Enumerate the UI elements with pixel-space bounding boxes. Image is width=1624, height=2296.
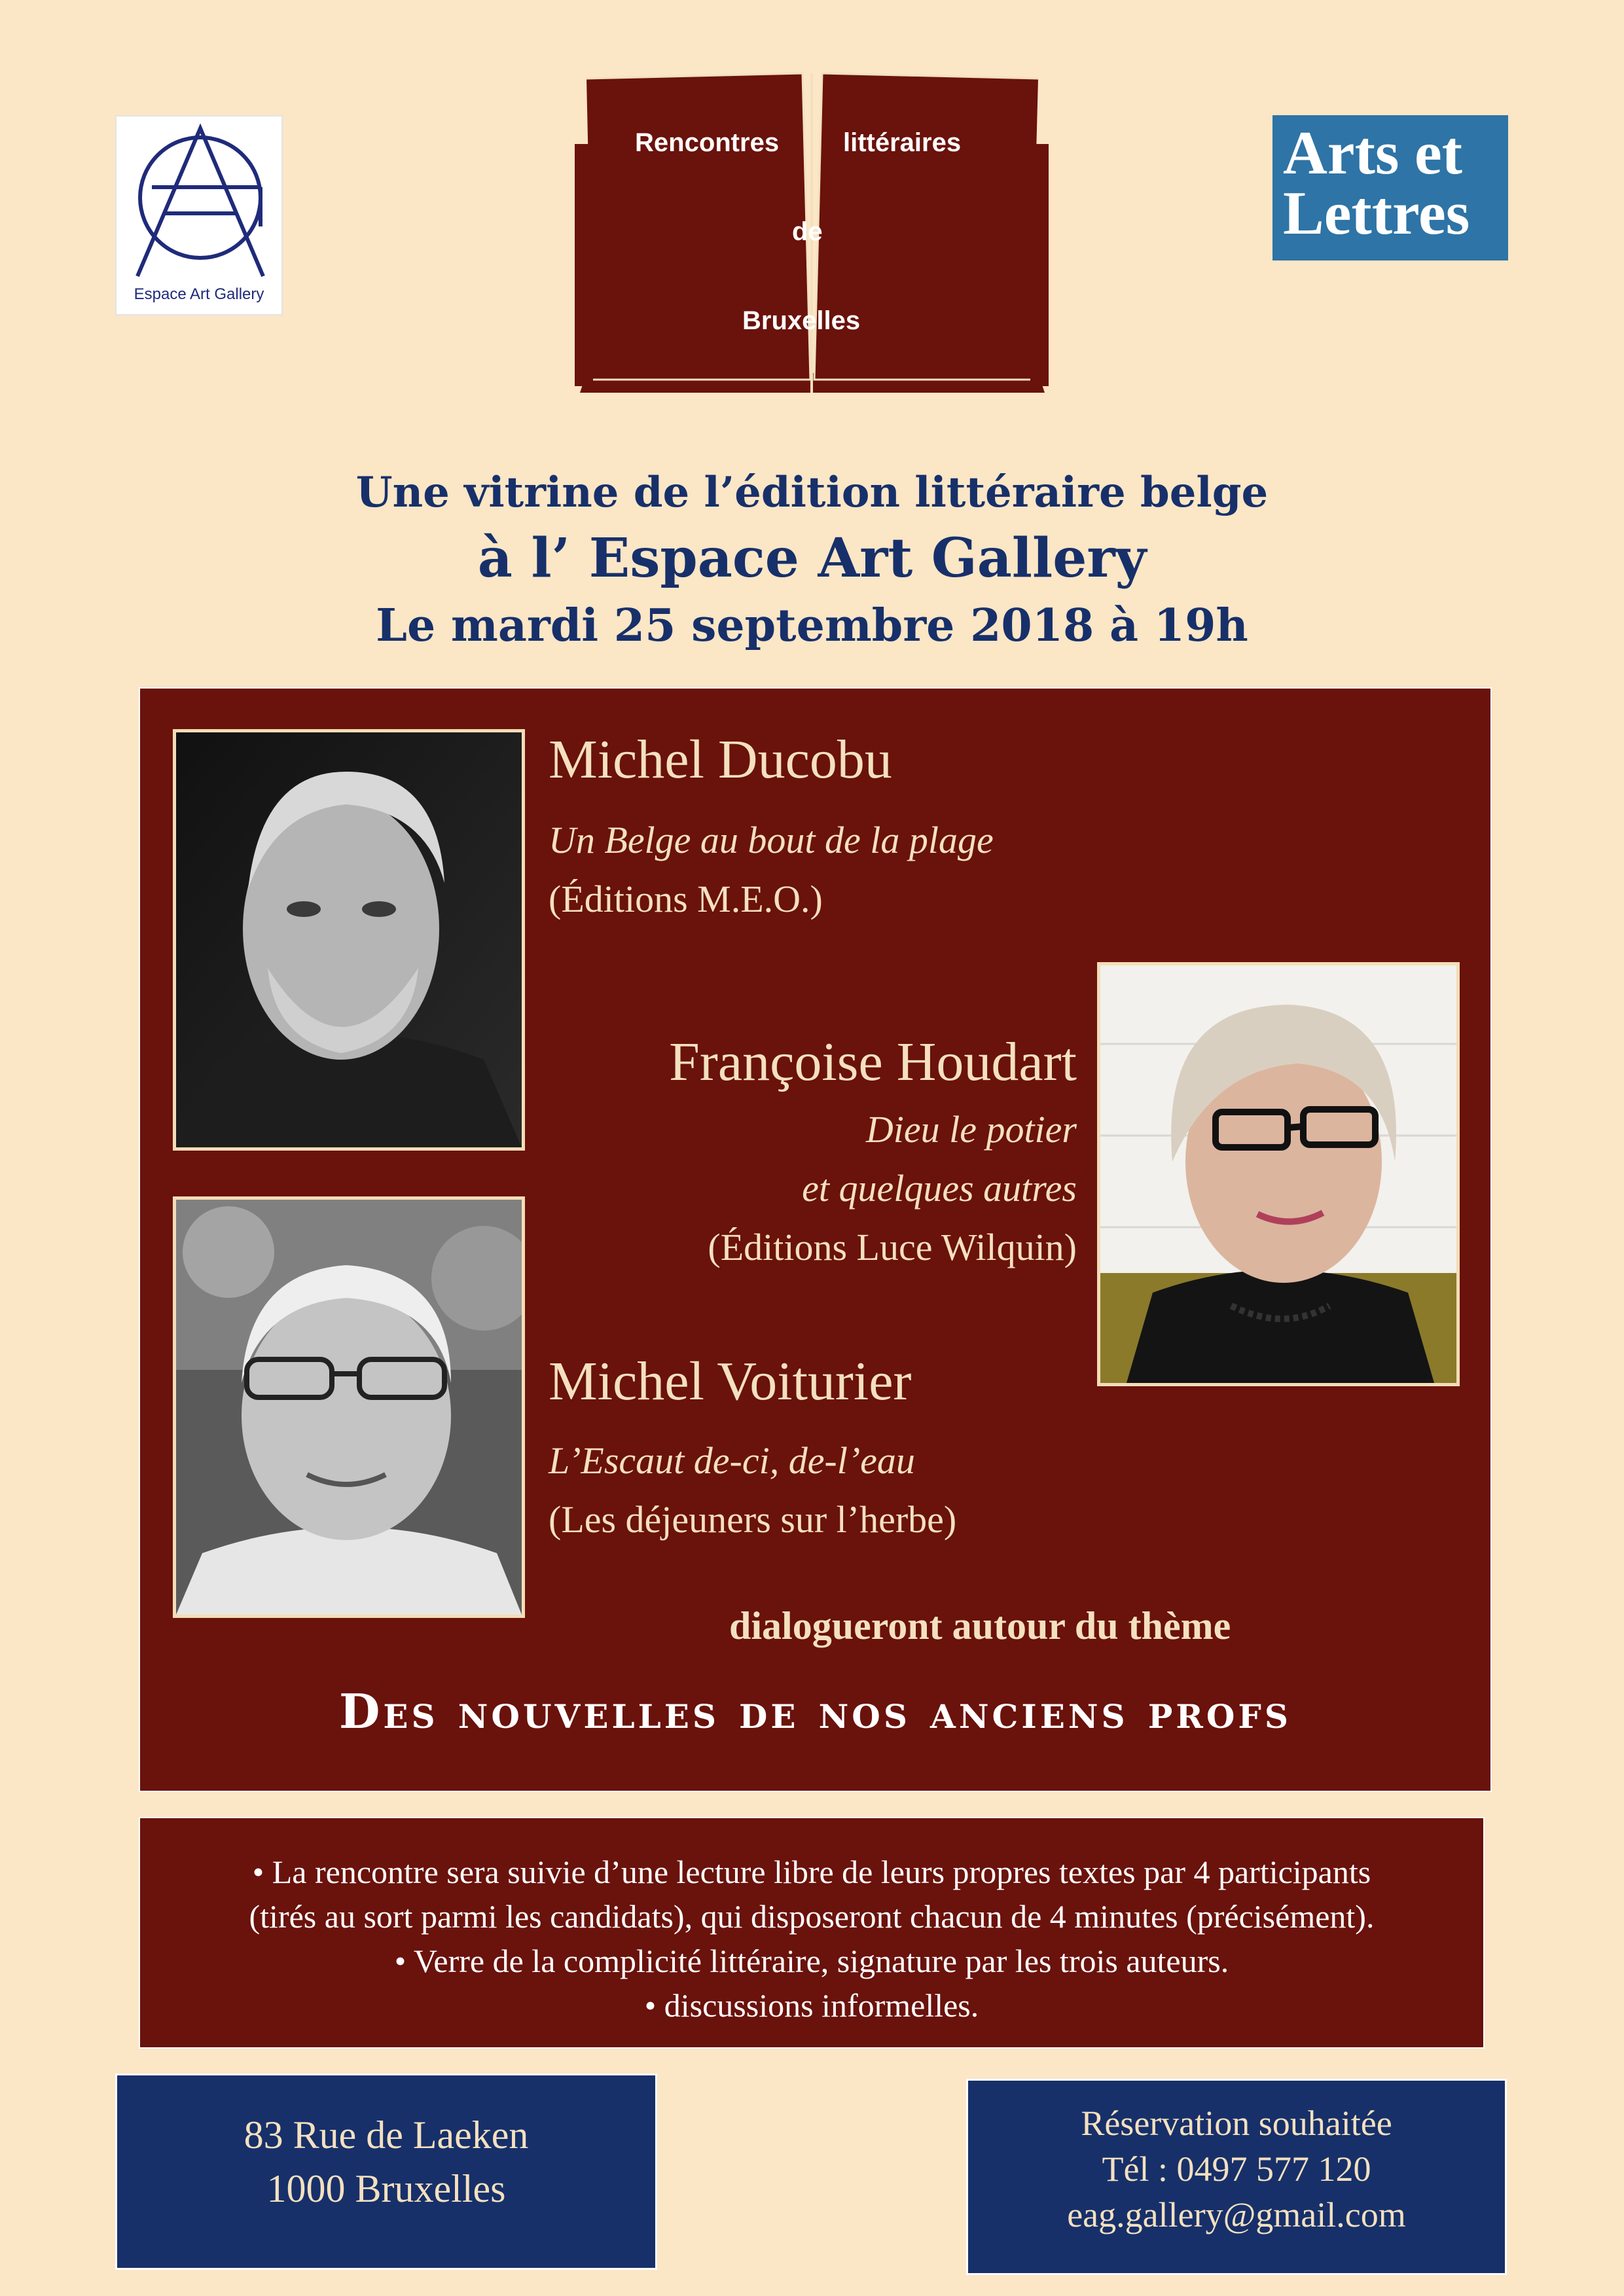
rencontres-book-logo <box>567 65 1058 406</box>
publisher-voiturier: (Les déjeuners sur l’herbe) <box>549 1498 957 1541</box>
program-info-panel <box>139 1817 1485 2049</box>
book-title-voiturier: L’Escaut de-ci, de-l’eau <box>549 1439 915 1482</box>
book-title-word-2: littéraires <box>843 128 962 157</box>
publisher-ducobu: (Éditions M.E.O.) <box>549 878 823 920</box>
espace-art-gallery-label: Espace Art Gallery <box>134 285 264 303</box>
espace-art-gallery-logo <box>115 115 283 315</box>
author-name-houdart: Françoise Houdart <box>669 1031 1077 1092</box>
book-title-word-4: Bruxelles <box>742 306 861 335</box>
book-title-word-3: de <box>792 217 823 246</box>
info-line-4: • discussions informelles. <box>644 1987 979 2024</box>
book-title-ducobu: Un Belge au bout de la plage <box>549 819 994 861</box>
book-title-word-1: Rencontres <box>635 128 780 157</box>
info-line-1: • La rencontre sera suivie d’une lecture libre de leurs propres textes par 4 participants <box>252 1854 1371 1890</box>
book-title-houdart-line-1: Dieu le potier <box>865 1108 1077 1151</box>
address-city: 1000 Bruxelles <box>266 2167 506 2210</box>
author-name-voiturier: Michel Voiturier <box>549 1351 912 1412</box>
eag-monogram-icon <box>126 122 275 279</box>
theme-title: Des nouvelles de nos anciens profs <box>338 1683 1292 1739</box>
info-line-2: (tirés au sort parmi les candidats), qui disposeront chacun de 4 minutes (précisément). <box>249 1898 1375 1935</box>
author-name-ducobu: Michel Ducobu <box>549 729 892 790</box>
reservation-phone[interactable]: Tél : 0497 577 120 <box>1102 2149 1371 2189</box>
reservation-box <box>966 2079 1507 2275</box>
info-line-3: • Verre de la complicité littéraire, signature par les trois auteurs. <box>394 1943 1229 1979</box>
reservation-label: Réservation souhaitée <box>1081 2104 1392 2143</box>
publisher-houdart: (Éditions Luce Wilquin) <box>708 1226 1077 1268</box>
address-box <box>115 2073 657 2270</box>
arts-et-lettres-line-1: Arts et <box>1283 119 1463 187</box>
theme-intro: dialogueront autour du thème <box>729 1604 1231 1647</box>
address-street: 83 Rue de Laeken <box>244 2113 529 2157</box>
author-photo-voiturier <box>173 1196 525 1618</box>
author-photo-ducobu <box>173 729 525 1151</box>
reservation-email[interactable]: eag.gallery@gmail.com <box>1067 2195 1406 2234</box>
author-photo-houdart <box>1097 962 1460 1386</box>
headline-line-2: à l’ Espace Art Gallery <box>477 527 1147 590</box>
arts-et-lettres-logo <box>1272 115 1508 260</box>
authors-panel <box>139 687 1492 1792</box>
event-date: Le mardi 25 septembre 2018 à 19h <box>376 600 1248 652</box>
arts-et-lettres-line-2: Lettres <box>1283 179 1470 247</box>
headline-line-1: Une vitrine de l’édition littéraire belge <box>355 468 1269 517</box>
book-title-houdart-line-2: et quelques autres <box>802 1167 1077 1210</box>
